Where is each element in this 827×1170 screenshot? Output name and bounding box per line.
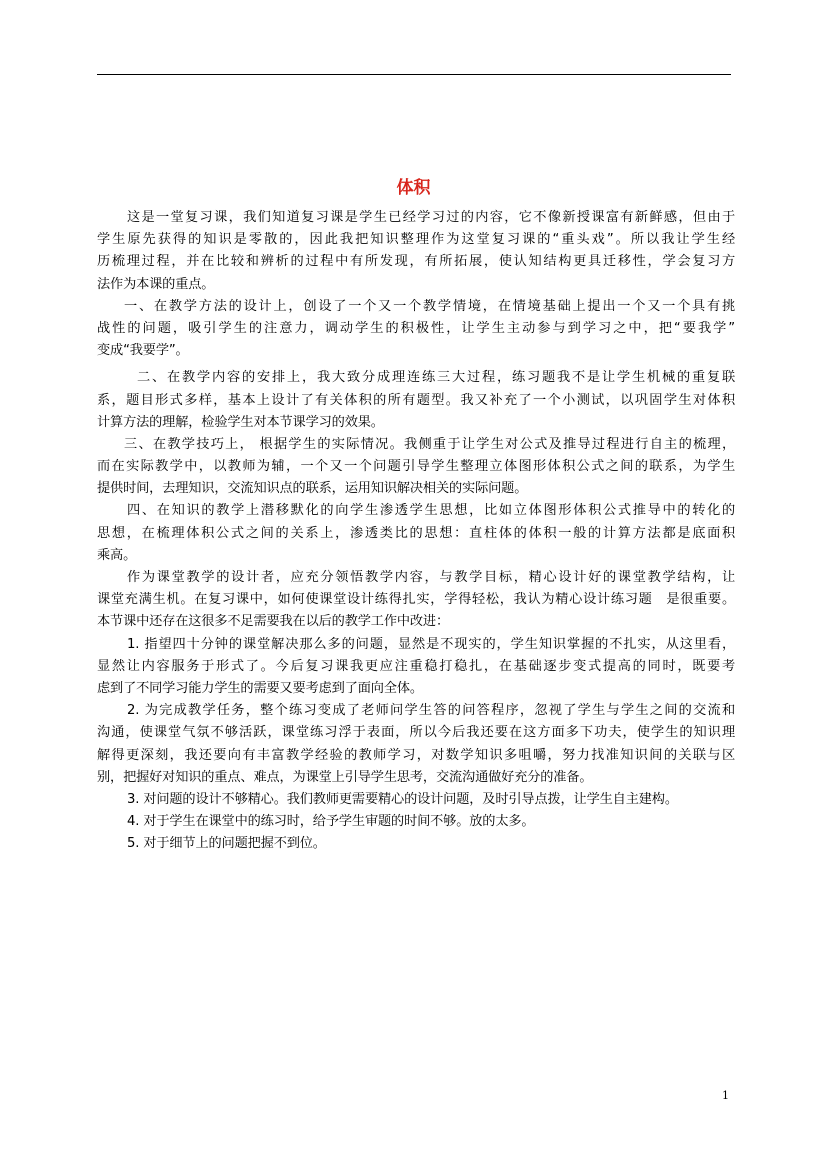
document-title: 体积 (396, 178, 431, 198)
paragraph-line: 作为课堂教学的设计者，应充分领悟教学内容，与教学目标，精心设计好的课堂教学结构，让 (127, 570, 735, 585)
paragraph-line: 四、在知识的教学上潜移默化的向学生渗透学生思想，比如立体图形体积公式推导中的转化的 (127, 503, 735, 519)
paragraph-line: 历梳理过程，并在比较和辨析的过程中有所发现，有所拓展，使认知结构更具迁移性，学会复习方 (97, 254, 735, 270)
paragraph-line: 学生原先获得的知识是零散的，因此我把知识整理作为这堂复习课的“重头戏”。所以我让学生经 (97, 232, 735, 248)
paragraph-line: 沟通，使课堂气氛不够活跃，课堂练习浮于表面，所以今后我还要在这方面多下功夫，使学生的知识理 (97, 725, 735, 741)
paragraph-line: 一、在教学方法的设计上，创设了一个又一个教学情境，在情境基础上提出一个又一个具有挑 (124, 298, 735, 314)
paragraph-line: 这是一堂复习课，我们知道复习课是学生已经学习过的内容，它不像新授课富有新鲜感，但由于 (127, 210, 735, 225)
paragraph-line: 乘高。 (97, 547, 137, 563)
paragraph-line: 变成“我要学”。 (97, 343, 189, 359)
list-item: 5. 对于细节上的问题把握不到位。 (127, 836, 326, 852)
list-item: 2. 为完成教学任务，整个练习变成了老师问学生答的问答程序，忽视了学生与学生之间的交流和 (127, 703, 735, 719)
paragraph-line: 法作为本课的重点。 (97, 276, 215, 292)
document-body (97, 207, 735, 855)
paragraph-line: 显然让内容服务于形式了。今后复习课我更应注重稳打稳扎，在基础逐步变式提高的同时，既要考 (97, 658, 735, 674)
paragraph-line: 系，题目形式多样，基本上设计了有关体积的所有题型。我又补充了一个小测试，以巩固学生对体积 (97, 392, 735, 408)
paragraph-line: 提供时间，去理知识，交流知识点的联系，运用知识解决相关的实际问题。 (97, 481, 528, 497)
paragraph-line: 课堂充满生机。在复习课中，如何使课堂设计练得扎实，学得轻松，我认为精心设计练习题 是很重要。 (97, 592, 735, 608)
paragraph-line: 二、在教学内容的安排上，我大致分成理连练三大过程，练习题我不是让学生机械的重复联 (137, 370, 735, 386)
page-number: 1 (722, 1089, 729, 1102)
paragraph-line: 三、在教学技巧上， 根据学生的实际情况。我侧重于让学生对公式及推导过程进行自主的梳理， (124, 436, 735, 452)
paragraph-line: 本节课中还存在这很多不足需要我在以后的教学工作中改进： (97, 614, 450, 630)
paragraph-line: 战性的问题，吸引学生的注意力，调动学生的积极性，让学生主动参与到学习之中，把“要我学” (97, 320, 735, 336)
paragraph-line: 虑到了不同学习能力学生的需要又要考虑到了面向全体。 (97, 680, 423, 696)
header-rule (97, 74, 731, 75)
paragraph-line: 计算方法的理解，检验学生对本节课学习的效果。 (97, 414, 384, 430)
paragraph-line: 别，把握好对知识的重点、难点，为课堂上引导学生思考，交流沟通做好充分的准备。 (97, 769, 593, 785)
paragraph-line: 而在实际教学中，以教师为辅，一个又一个问题引导学生整理立体图形体积公式之间的联系，为学生 (97, 459, 735, 475)
list-item: 3. 对问题的设计不够精心。我们教师更需要精心的设计问题，及时引导点拨，让学生自主建构。 (127, 791, 678, 807)
list-item: 4. 对于学生在课堂中的练习时，给予学生审题的时间不够。放的太多。 (127, 814, 535, 830)
list-item: 1. 指望四十分钟的课堂解决那么多的问题，显然是不现实的，学生知识掌握的不扎实，从这里看， (127, 636, 735, 652)
paragraph-line: 解得更深刻，我还要向有丰富教学经验的教师学习，对数学知识多咀嚼，努力找准知识间的关联与区 (97, 747, 735, 763)
paragraph-line: 思想，在梳理体积公式之间的关系上，渗透类比的思想：直柱体的体积一般的计算方法都是底面积 (97, 525, 735, 541)
